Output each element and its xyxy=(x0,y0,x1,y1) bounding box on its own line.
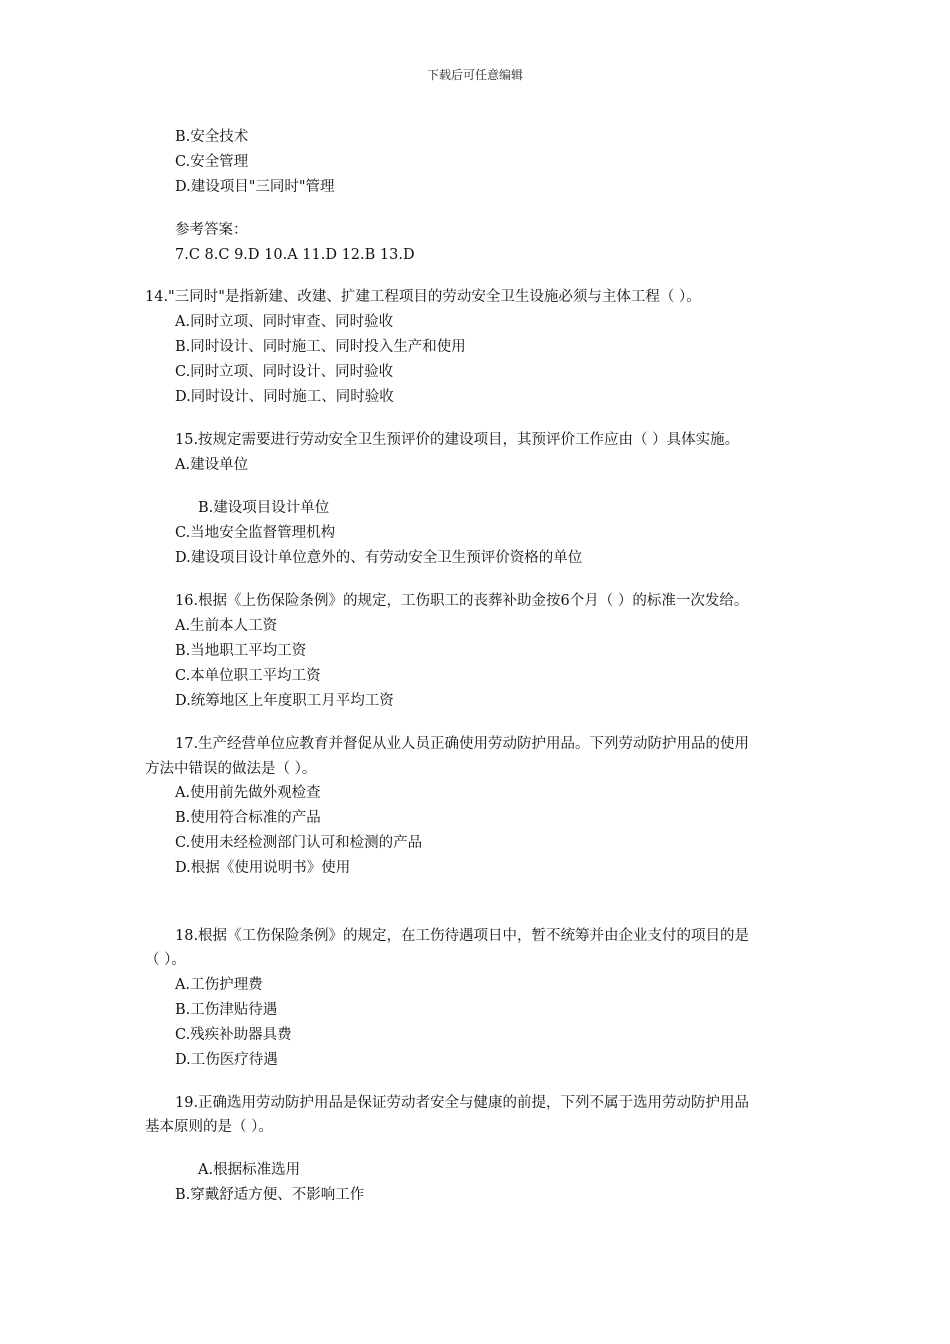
option-b-q19: B.穿戴舒适方便、不影响工作 xyxy=(175,1187,365,1203)
option-b-q15: B.建设项目设计单位 xyxy=(198,500,330,516)
question-17-line2: 方法中错误的做法是（ ）。 xyxy=(145,761,317,777)
answer-label: 参考答案： xyxy=(175,222,248,238)
option-b-q18: B.工伤津贴待遇 xyxy=(175,1002,278,1018)
option-b-q13: B.安全技术 xyxy=(175,129,249,145)
option-c-q18: C.残疾补助器具费 xyxy=(175,1027,292,1043)
option-c-q15: C.当地安全监督管理机构 xyxy=(175,525,336,541)
option-a-q17: A.使用前先做外观检查 xyxy=(175,785,321,801)
option-c-q16: C.本单位职工平均工资 xyxy=(175,668,321,684)
question-15: 15.按规定需要进行劳动安全卫生预评价的建设项目，其预评价工作应由（ ）具体实施。 xyxy=(175,432,740,448)
option-b-q17: B.使用符合标准的产品 xyxy=(175,810,321,826)
option-d-q18: D.工伤医疗待遇 xyxy=(175,1052,278,1068)
option-a-q14: A.同时立项、同时审查、同时验收 xyxy=(175,314,394,330)
question-14: 14."三同时"是指新建、改建、扩建工程项目的劳动安全卫生设施必须与主体工程（ ）。 xyxy=(145,289,701,305)
answer-key: 7.C 8.C 9.D 10.A 11.D 12.B 13.D xyxy=(175,247,415,263)
option-d-q16: D.统筹地区上年度职工月平均工资 xyxy=(175,693,394,709)
option-d-q17: D.根据《使用说明书》使用 xyxy=(175,860,351,876)
option-d-q13: D.建设项目"三同时"管理 xyxy=(175,179,335,195)
question-19-line2: 基本原则的是（ ）。 xyxy=(145,1119,273,1135)
option-a-q16: A.生前本人工资 xyxy=(175,618,278,634)
option-b-q14: B.同时设计、同时施工、同时投入生产和使用 xyxy=(175,339,466,355)
option-c-q17: C.使用未经检测部门认可和检测的产品 xyxy=(175,835,423,851)
page-header: 下载后可任意编辑 xyxy=(426,68,523,82)
option-b-q16: B.当地职工平均工资 xyxy=(175,643,307,659)
option-a-q19: A.根据标准选用 xyxy=(198,1162,301,1178)
option-c-q13: C.安全管理 xyxy=(175,154,249,170)
question-19-line1: 19.正确选用劳动防护用品是保证劳动者安全与健康的前提，下列不属于选用劳动防护用品 xyxy=(175,1095,750,1111)
question-17-line1: 17.生产经营单位应教育并督促从业人员正确使用劳动防护用品。下列劳动防护用品的使用 xyxy=(175,736,750,752)
option-d-q15: D.建设项目设计单位意外的、有劳动安全卫生预评价资格的单位 xyxy=(175,550,583,566)
option-d-q14: D.同时设计、同时施工、同时验收 xyxy=(175,389,394,405)
question-16: 16.根据《上伤保险条例》的规定，工伤职工的丧葬补助金按6个月（ ）的标准一次发给。 xyxy=(175,593,749,609)
question-18-line1: 18.根据《工伤保险条例》的规定，在工伤待遇项日中，暂不统筹并由企业支付的项目的是 xyxy=(175,928,750,944)
option-a-q15: A.建设单位 xyxy=(175,457,249,473)
option-c-q14: C.同时立项、同时设计、同时验收 xyxy=(175,364,394,380)
question-18-line2: （ ）。 xyxy=(145,952,186,968)
option-a-q18: A.工伤护理费 xyxy=(175,977,263,993)
